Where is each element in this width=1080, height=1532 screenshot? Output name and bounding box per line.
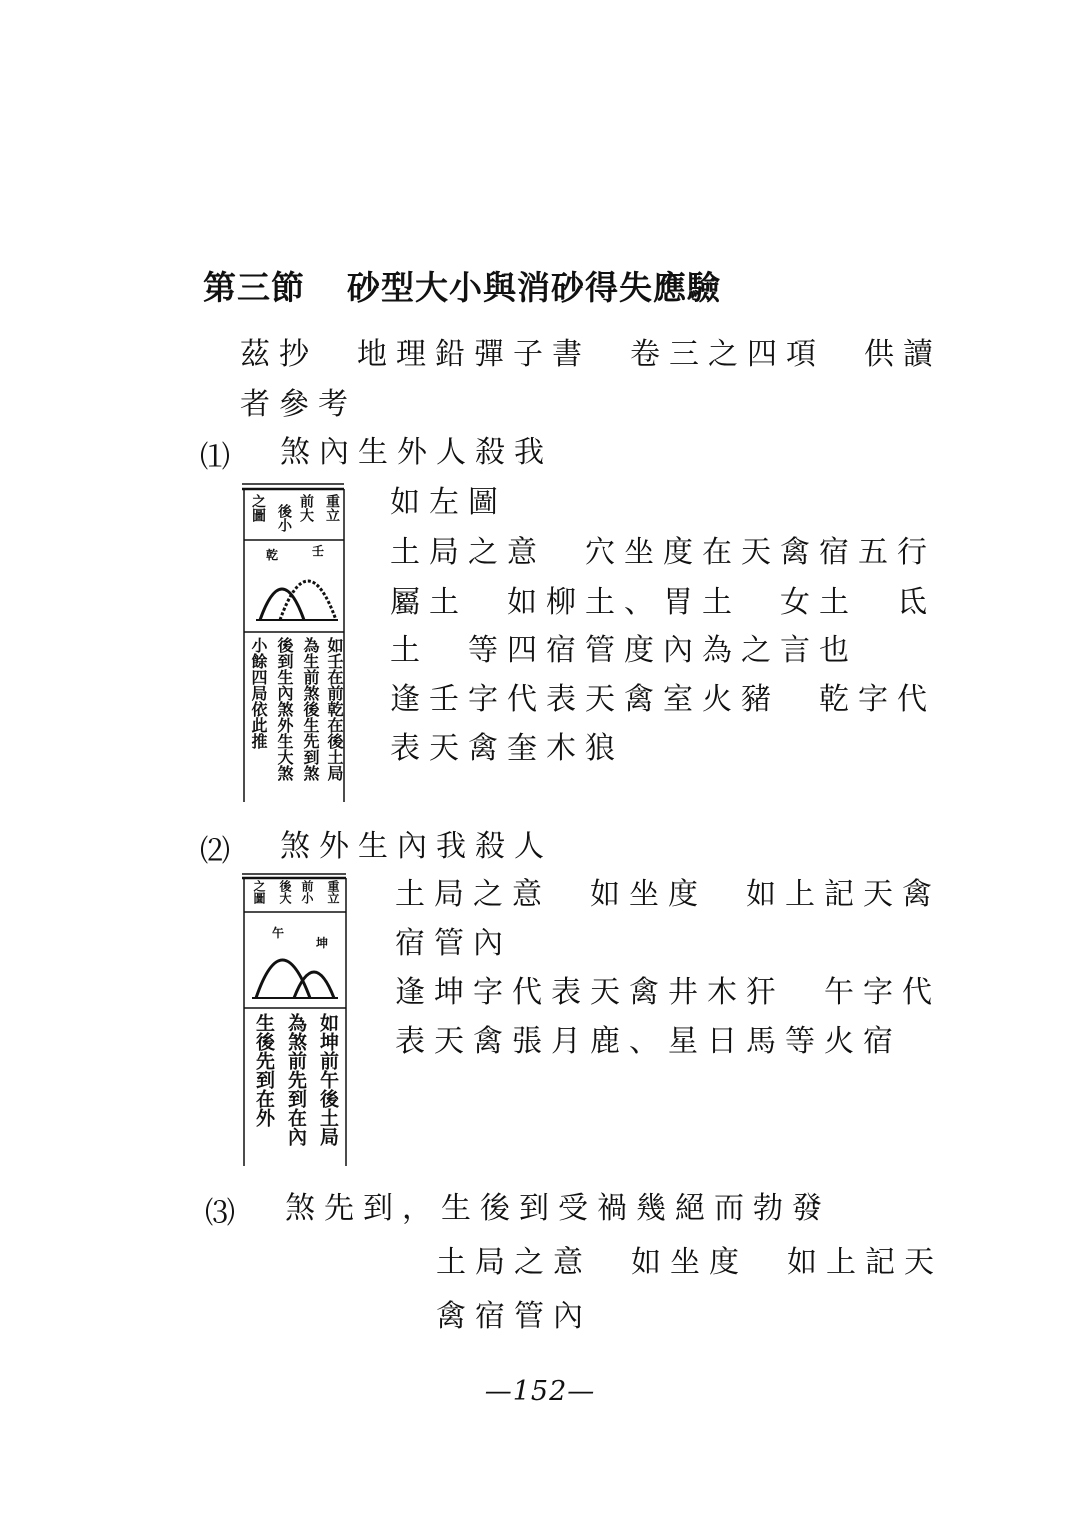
fig2-top-col-1: 重立 (326, 880, 340, 904)
fig1-top-col-1: 重立 (324, 494, 340, 522)
fig1-top-col-4: 之圖 (250, 494, 266, 522)
fig1-mark-ren: 壬 (312, 544, 325, 558)
item1-line-2: 土局之意 穴坐度在天禽宿五行 (390, 535, 936, 570)
item3-line-1: 土局之意 如坐度 如上記天 (436, 1245, 943, 1280)
fig1-top-col-2: 前大 (298, 494, 314, 522)
page-number: —152— (484, 1376, 596, 1407)
fig1-top-col-3: 後小 (276, 504, 292, 532)
fig2-top-col-2: 前小 (300, 880, 314, 904)
figure-2 (238, 870, 350, 1170)
item1-line-3: 屬土 如柳土、胃土 女土 氐 (390, 585, 936, 620)
item2-line-4: 表天禽張月鹿、星日馬等火宿 (395, 1024, 902, 1059)
fig2-mark-wu: 午 (272, 926, 285, 940)
fig2-bottom-col-3: 生後先到在外 (253, 1013, 275, 1127)
section-label: 第三節 (203, 268, 305, 307)
fig2-bottom-col-2: 為煞前先到在內 (285, 1013, 307, 1146)
fig1-bottom-col-4: 小餘四局依此推 (249, 637, 268, 749)
figure-1 (238, 480, 348, 805)
item-title-3: 煞先到，生後到受禍幾絕而勃發 (285, 1191, 831, 1226)
item1-line-5: 逢壬字代表天禽室火豬 乾字代 (390, 682, 936, 717)
item1-line-4: 土 等四宿管度內為之言也 (390, 633, 858, 668)
section-title: 砂型大小與消砂得失應驗 (347, 268, 721, 307)
item-title-2: 煞外生內我殺人 (280, 829, 553, 864)
item3-line-2: 禽宿管內 (436, 1299, 592, 1334)
item1-line-1: 如左圖 (390, 485, 507, 520)
section-heading (203, 262, 721, 309)
fig1-bottom-col-2: 為生前煞後生先到煞 (301, 637, 320, 781)
mountain-small (260, 589, 304, 620)
fig1-bottom-col-1: 如壬在前乾在後土局 (325, 637, 344, 781)
item2-line-3: 逢坤字代表天禽井木犴 午字代 (395, 975, 941, 1010)
item1-line-6: 表天禽奎木狼 (390, 731, 624, 766)
fig2-top-col-3: 後大 (278, 880, 292, 904)
item2-line-1: 土局之意 如坐度 如上記天禽 (395, 877, 941, 912)
fig1-bottom-col-3: 後到生內煞外生大煞 (275, 637, 294, 781)
item-number-3: ⑶ (205, 1196, 235, 1231)
intro-line-1: 茲抄 地理鉛彈子書 卷三之四項 供讀 (240, 337, 942, 372)
fig2-mark-kun: 坤 (316, 936, 329, 950)
item2-line-2: 宿管內 (395, 926, 512, 961)
item-number-1: ⑴ (200, 440, 230, 475)
fig2-top-col-4: 之圖 (252, 880, 266, 904)
mountain-large (280, 581, 336, 620)
fig1-mark-qian: 乾 (266, 548, 279, 562)
fig2-bottom-col-1: 如坤前午後土局 (317, 1013, 339, 1146)
intro-line-2: 者參考 (240, 387, 357, 422)
item-title-1: 煞內生外人殺我 (280, 435, 553, 470)
item-number-2: ⑵ (200, 834, 230, 869)
